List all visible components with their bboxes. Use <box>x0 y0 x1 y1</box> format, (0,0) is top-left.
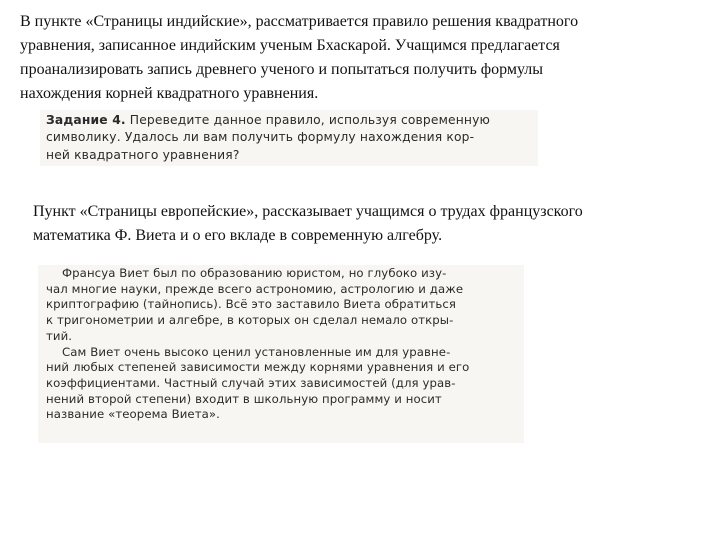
text-line: Пункт «Страницы европейские», рассказывает учащимся о трудах французского <box>33 203 583 220</box>
scan-line: название «теорема Виета». <box>46 407 220 422</box>
paragraph-european-pages <box>33 200 703 248</box>
scan-line: ний любых степеней зависимости между корнями уравнения и его <box>46 360 470 375</box>
scan-text: Переведите данное правило, используя современную <box>125 113 491 127</box>
scan-line <box>46 112 532 129</box>
paragraph-indian-pages <box>20 10 700 106</box>
scanned-task-excerpt <box>40 110 538 166</box>
task-label: Задание 4. <box>46 113 126 127</box>
scan-line: к тригонометрии и алгебре, в которых он сделал немало откры- <box>46 313 454 328</box>
text-line: математика Ф. Виета и о его вкладе в современную алгебру. <box>33 227 443 244</box>
scan-line: криптографию (тайнопись). Всё это заставило Виета обратиться <box>46 297 457 312</box>
text-line: проанализировать запись древнего ученого и попытаться получить формулы <box>20 61 544 78</box>
scan-line: коэффициентами. Частный случай этих зависимостей (для урав- <box>46 375 456 390</box>
scan-line: ней квадратного уравнения? <box>46 147 240 162</box>
text-line: уравнения, записанное индийским ученым Бхаскарой. Учащимся предлагается <box>20 37 560 54</box>
scanned-viete-excerpt <box>38 265 524 443</box>
scan-line: символику. Удалось ли вам получить формулу нахождения кор- <box>46 130 475 145</box>
scan-line: тий. <box>46 328 73 343</box>
scan-line: чал многие науки, прежде всего астрономию, астрологию и даже <box>46 281 464 296</box>
scan-line: Сам Виет очень высоко ценил установленные им для уравне- <box>62 344 451 359</box>
text-line: нахождения корней квадратного уравнения. <box>20 85 319 102</box>
scan-line: нений второй степени) входит в школьную программу и носит <box>46 391 442 406</box>
scan-line: Франсуа Виет был по образованию юристом, но глубоко изу- <box>62 266 447 280</box>
text-line: В пункте «Страницы индийские», рассматривается правило решения квадратного <box>20 13 579 30</box>
